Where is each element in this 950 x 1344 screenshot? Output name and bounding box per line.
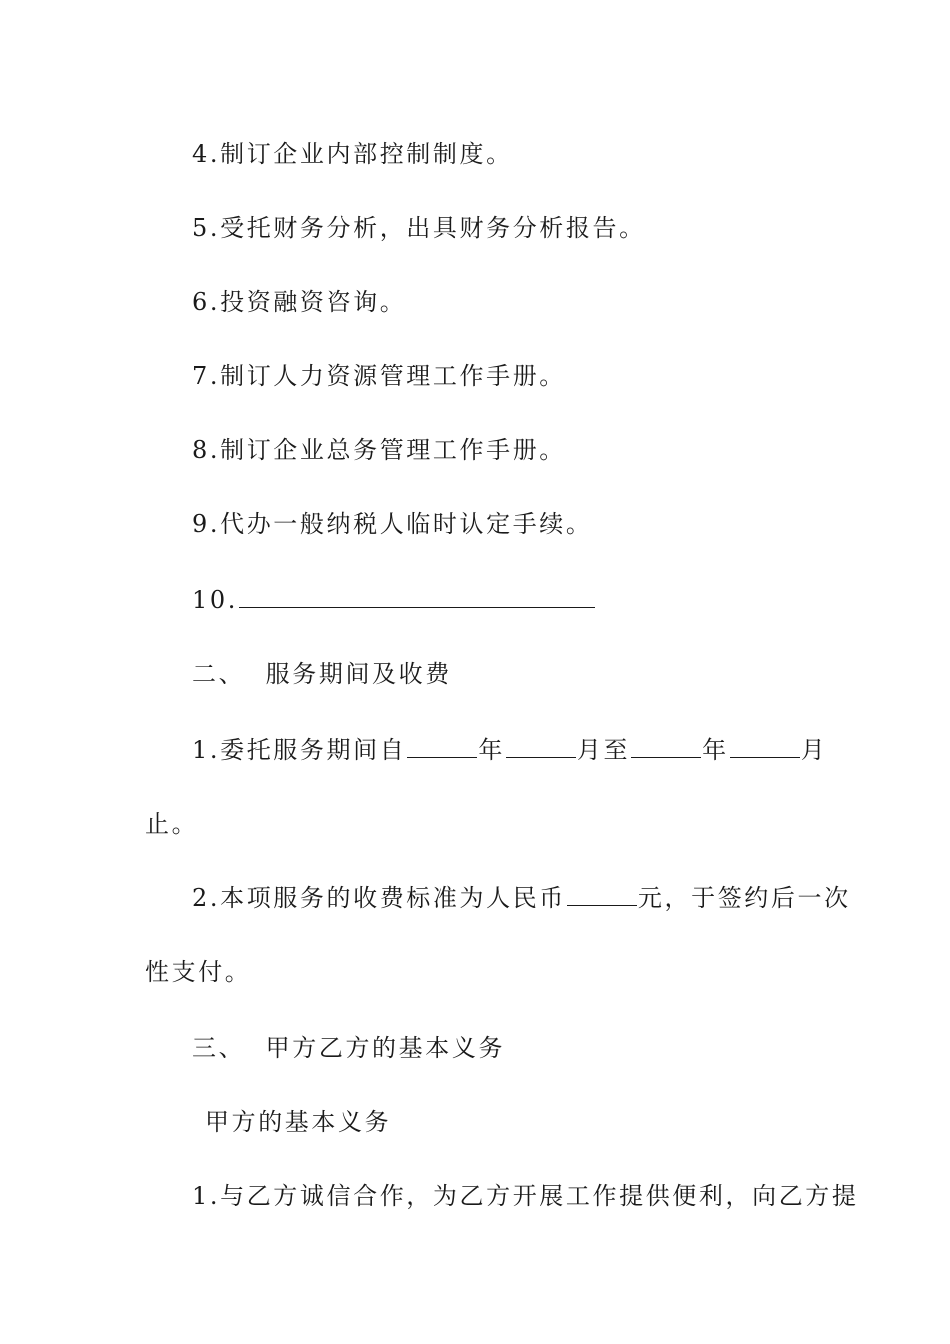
list-item-6-text: 6.投资融资咨询。	[192, 288, 407, 316]
list-item-7-text: 7.制订人力资源管理工作手册。	[192, 362, 566, 390]
start-year-blank	[407, 735, 477, 758]
term-1-continuation	[145, 809, 198, 839]
term-2-continuation	[145, 957, 251, 987]
fee-amount-blank	[567, 883, 637, 906]
term-1-text-b: 止。	[145, 810, 199, 838]
end-month-blank	[730, 735, 800, 758]
duty-1-text: 1.与乙方诚信合作，为乙方开展工作提供便利，向乙方提	[192, 1182, 859, 1210]
end-year-blank	[631, 735, 701, 758]
party-a-title: 甲方的基本义务	[205, 1108, 392, 1136]
term-1-line	[192, 735, 827, 765]
section-2-title: 二、 服务期间及收费	[192, 660, 452, 688]
list-item-8-text: 8.制订企业总务管理工作手册。	[192, 436, 566, 464]
list-item-9	[192, 509, 593, 539]
list-item-4	[192, 139, 513, 169]
term-2-line	[192, 883, 851, 913]
duty-1-line	[192, 1181, 859, 1211]
term-1-year-2: 年	[702, 736, 729, 764]
section-3-title: 三、 甲方乙方的基本义务	[192, 1034, 506, 1062]
section-3-heading	[192, 1033, 505, 1063]
term-1-text-a: 1.委托服务期间自	[192, 736, 407, 764]
term-1-month-1: 月至	[576, 736, 631, 764]
list-item-8	[192, 435, 566, 465]
item-10-blank-line	[239, 585, 595, 608]
start-month-blank	[506, 735, 576, 758]
list-item-10-number: 10.	[192, 586, 238, 614]
term-2-text-b: 性支付。	[145, 958, 252, 986]
list-item-9-text: 9.代办一般纳税人临时认定手续。	[192, 510, 593, 538]
list-item-5-text: 5.受托财务分析，出具财务分析报告。	[192, 214, 646, 242]
party-a-heading	[205, 1107, 391, 1137]
list-item-10	[192, 585, 596, 615]
section-2-heading	[192, 659, 452, 689]
term-2-text-mid: 元，于签约后一次	[637, 884, 851, 912]
list-item-4-text: 4.制订企业内部控制制度。	[192, 140, 513, 168]
list-item-5	[192, 213, 646, 243]
term-1-year-1: 年	[478, 736, 505, 764]
list-item-7	[192, 361, 566, 391]
list-item-6	[192, 287, 406, 317]
term-1-month-2: 月	[800, 736, 828, 764]
term-2-text-a: 2.本项服务的收费标准为人民币	[192, 884, 566, 912]
